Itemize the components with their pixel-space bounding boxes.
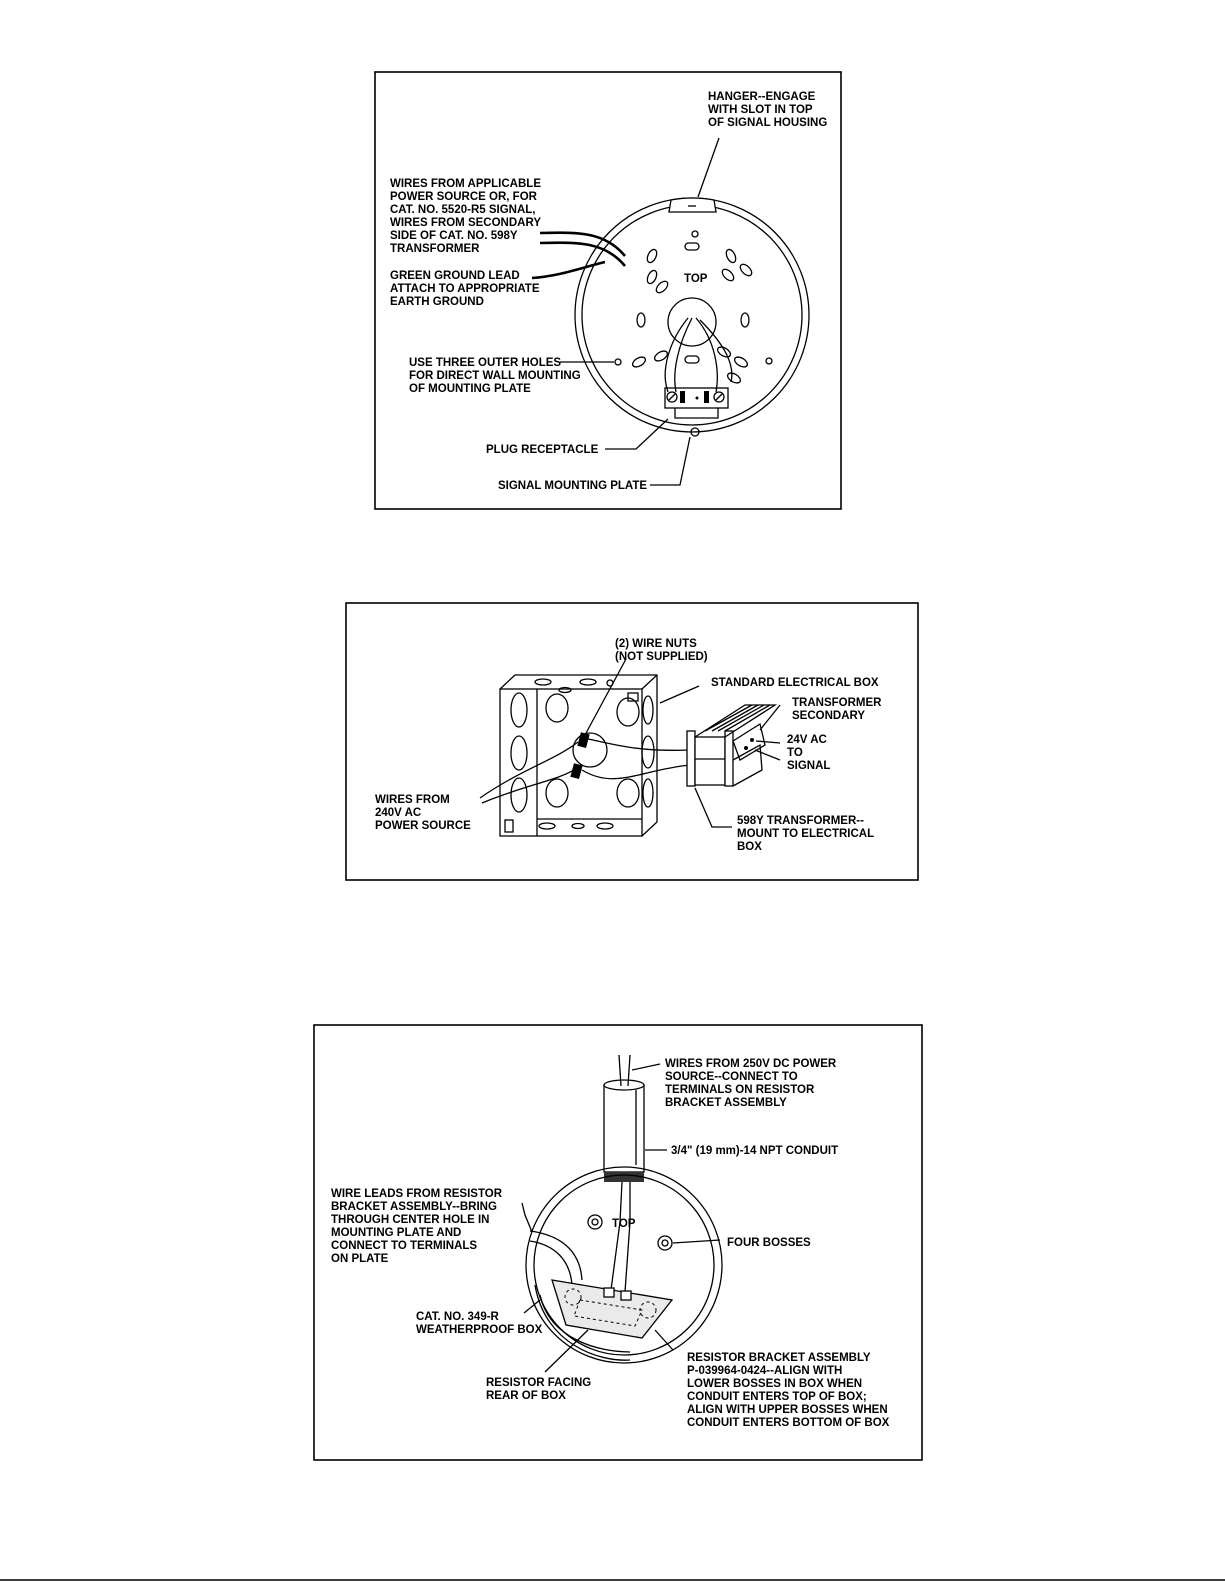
signal-output-label: 24V AC TO SIGNAL	[787, 734, 831, 772]
wire-nut-2	[570, 763, 582, 779]
power-wire-2	[540, 243, 625, 266]
resistor-facing-label: RESISTOR FACING REAR OF BOX	[486, 1377, 592, 1402]
transformer-secondary-label: TRANSFORMER SECONDARY	[792, 697, 882, 722]
transformer-leader	[695, 788, 732, 827]
figure-weatherproof-box	[314, 1025, 922, 1460]
hanger	[669, 198, 716, 212]
plate-leader	[650, 437, 690, 485]
leads-leader	[522, 1203, 532, 1232]
dc-wires-label: WIRES FROM 250V DC POWER SOURCE--CONNECT TO TERMINALS ON RESISTOR BRACKET ASSEMBLY	[665, 1058, 837, 1109]
outer-holes-label: USE THREE OUTER HOLES FOR DIRECT WALL MOUNTING OF MOUNTING PLATE	[409, 357, 581, 395]
conduit-label: 3/4" (19 mm)-14 NPT CONDUIT	[671, 1145, 839, 1157]
top-label: TOP	[684, 273, 708, 285]
box-wires	[530, 1182, 630, 1292]
dc-wires-leader	[632, 1064, 660, 1070]
standard-box-label: STANDARD ELECTRICAL BOX	[711, 677, 879, 689]
signal-leader-2	[755, 750, 780, 760]
signal-mounting-plate-label: SIGNAL MOUNTING PLATE	[498, 480, 648, 492]
wire-nuts-leader	[585, 659, 626, 735]
power-wires-label: WIRES FROM APPLICABLE POWER SOURCE OR, FOR CAT. NO. 5520-R5 SIGNAL, WIRES FROM SECONDARY SIDE OF CAT. NO. 598Y TRANSFORMER	[390, 178, 541, 255]
plug-receptacle-label: PLUG RECEPTACLE	[486, 444, 599, 456]
conduit	[604, 1055, 644, 1182]
mounting-slots	[631, 243, 754, 385]
figure-mounting-plate	[375, 72, 841, 509]
wire-leads-label: WIRE LEADS FROM RESISTOR BRACKET ASSEMBLY--BRING THROUGH CENTER HOLE IN MOUNTING PLATE AND CONNECT TO TERMINALS ON PLATE	[331, 1188, 503, 1265]
box-leader	[660, 686, 699, 703]
four-bosses-label: FOUR BOSSES	[727, 1237, 811, 1249]
top-label-3: TOP	[612, 1218, 636, 1230]
plug-receptacle	[665, 388, 728, 418]
power-source-label: WIRES FROM 240V AC POWER SOURCE	[375, 794, 471, 832]
resistor-bracket-assembly	[552, 1280, 672, 1338]
figure-transformer-box	[346, 603, 918, 880]
ground-lead-label: GREEN GROUND LEAD ATTACH TO APPROPRIATE EARTH GROUND	[390, 270, 540, 308]
box-wiring	[480, 732, 690, 803]
resistor-bracket-label: RESISTOR BRACKET ASSEMBLY P-039964-0424--ALIGN WITH LOWER BOSSES IN BOX WHEN CONDUIT ENTERS TOP OF BOX; ALIGN WITH UPPER BOSSES WHEN CONDUIT ENTERS BOTTOM OF BOX	[687, 1352, 890, 1429]
hanger-leader	[698, 138, 719, 197]
hanger-label: HANGER--ENGAGE WITH SLOT IN TOP OF SIGNAL HOUSING	[708, 91, 828, 129]
resistor-leader	[545, 1330, 588, 1372]
transformer-label: 598Y TRANSFORMER-- MOUNT TO ELECTRICAL BOX	[737, 815, 874, 853]
wire-nut-1	[577, 732, 589, 748]
plug-leader	[605, 419, 668, 449]
bosses-leader	[673, 1240, 720, 1243]
standard-electrical-box	[500, 675, 657, 836]
weatherproof-box-label: CAT. NO. 349-R WEATHERPROOF BOX	[416, 1311, 543, 1336]
bracket-leader	[655, 1330, 673, 1350]
wire-nuts-label: (2) WIRE NUTS (NOT SUPPLIED)	[615, 638, 708, 663]
transformer-598y	[687, 705, 775, 786]
ground-wire	[532, 262, 605, 278]
